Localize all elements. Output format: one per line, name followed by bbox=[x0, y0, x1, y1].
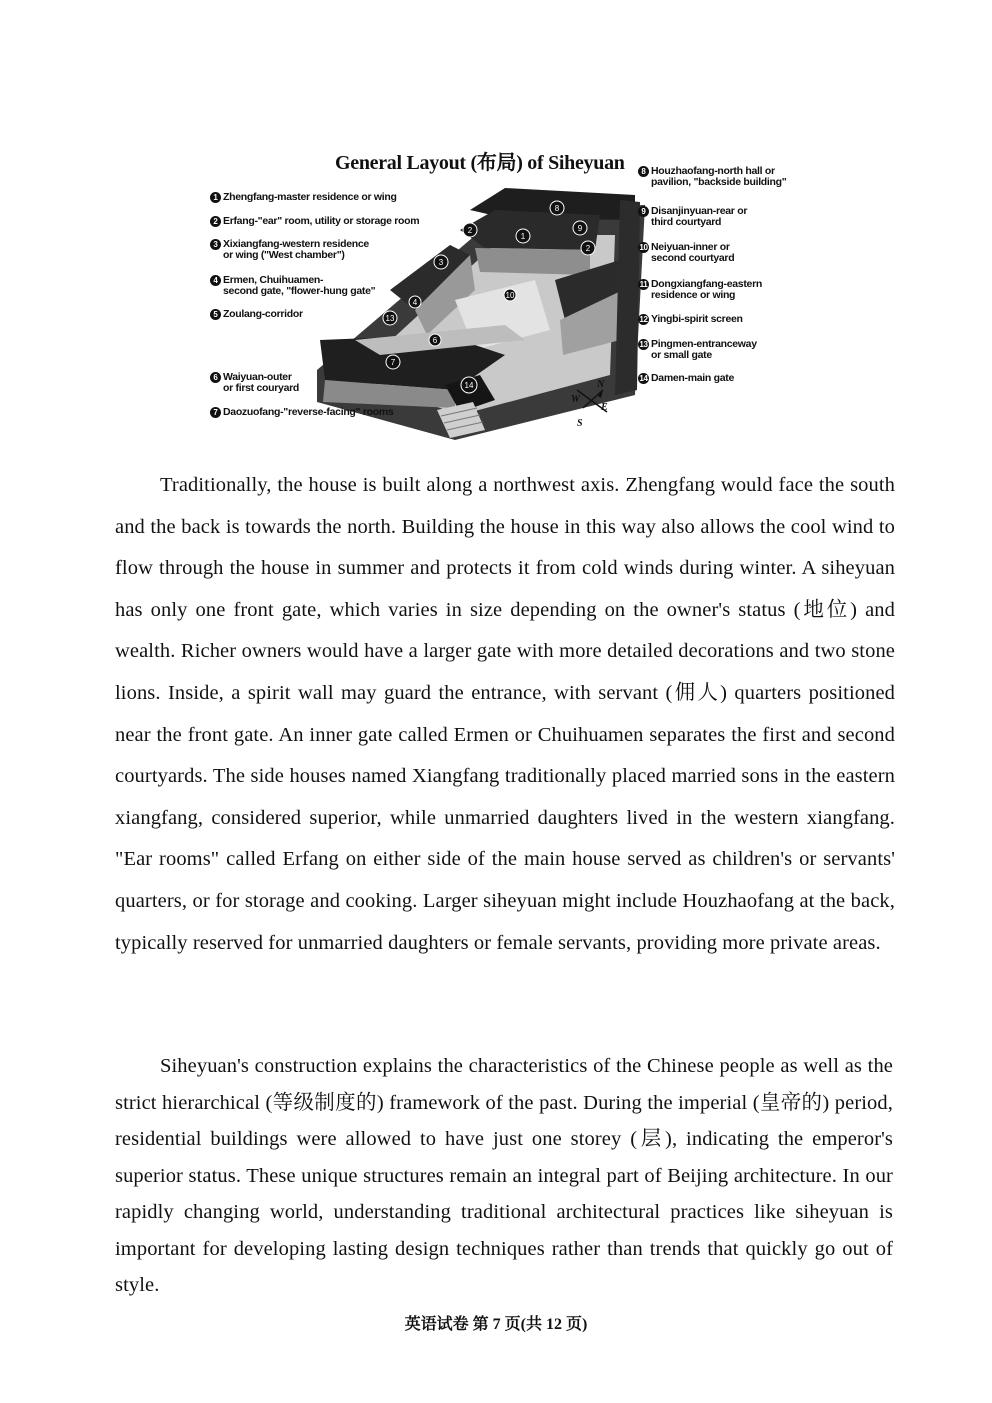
legend-number: 13 bbox=[639, 340, 648, 349]
legend-text: Ermen, Chuihuamen- second gate, "flower-hung gate" bbox=[223, 274, 376, 297]
legend-number: 5 bbox=[210, 309, 221, 320]
legend-item bbox=[638, 279, 762, 301]
svg-text:4: 4 bbox=[412, 298, 418, 307]
legend-item bbox=[210, 192, 397, 203]
legend-text: Damen-main gate bbox=[651, 372, 735, 384]
legend-text: Zhengfang-master residence or wing bbox=[223, 191, 397, 203]
legend-item bbox=[638, 339, 757, 361]
legend-text: Disanjinyuan-rear or third courtyard bbox=[651, 205, 748, 228]
legend-item bbox=[638, 206, 747, 228]
svg-text:1: 1 bbox=[520, 232, 526, 241]
legend-number: 8 bbox=[638, 166, 649, 177]
legend-item bbox=[210, 372, 299, 394]
svg-text:10: 10 bbox=[505, 291, 515, 300]
legend-number: 3 bbox=[210, 239, 221, 250]
legend-number: 12 bbox=[639, 315, 648, 324]
legend-number: 14 bbox=[639, 374, 648, 383]
legend-item bbox=[638, 373, 734, 384]
legend-item bbox=[210, 239, 369, 261]
legend-text: Yingbi-spirit screen bbox=[651, 313, 743, 325]
legend-number: 10 bbox=[639, 243, 648, 252]
figure-title: General Layout (布局) of Siheyuan bbox=[335, 152, 625, 174]
legend-number: 1 bbox=[210, 192, 221, 203]
svg-text:8: 8 bbox=[554, 204, 560, 213]
legend-text: Xixiangfang-western residence or wing ("West chamber") bbox=[223, 238, 369, 261]
legend-text: Daozuofang-"reverse-facing" rooms bbox=[223, 406, 394, 418]
legend-text: Zoulang-corridor bbox=[223, 308, 303, 320]
legend-item bbox=[638, 166, 786, 188]
svg-text:13: 13 bbox=[385, 314, 395, 323]
legend-item bbox=[210, 407, 393, 418]
legend-item bbox=[638, 314, 743, 325]
svg-text:3: 3 bbox=[438, 258, 444, 267]
legend-item bbox=[210, 275, 375, 297]
svg-text:14: 14 bbox=[464, 381, 474, 390]
svg-text:2: 2 bbox=[467, 226, 473, 235]
legend-item bbox=[638, 242, 734, 264]
compass-w: W bbox=[571, 394, 580, 405]
legend-text: Erfang-"ear" room, utility or storage room bbox=[223, 215, 420, 227]
legend-number: 2 bbox=[210, 216, 221, 227]
legend-number: 6 bbox=[210, 372, 221, 383]
compass-e: E bbox=[601, 402, 608, 413]
paragraph-1: Traditionally, the house is built along a northwest axis. Zhengfang would face the south and the back is towards the north. Building the house in this way also allows the cool wind to flow through the house in summer and protects it from cold winds during winter. A siheyuan has only one front gate, which varies in size depending on the owner's status (地位) and wealth. Richer owners would have a larger gate with more detailed decorations and two stone lions. Inside, a spirit wall may guard the entrance, with servant (佣人) quarters positioned near the front gate. An inner gate called Ermen or Chuihuamen separates the first and second courtyards. The side houses named Xiangfang traditionally placed married sons in the eastern xiangfang, considered superior, while unmarried daughters lived in the western xiangfang. "Ear rooms" called Erfang on either side of the main house served as children's or servants' quarters, or for storage and cooking. Larger siheyuan might include Houzhaofang at the back, typically reserved for unmarried daughters or female servants, providing more private areas. bbox=[115, 474, 895, 954]
svg-text:6: 6 bbox=[432, 336, 438, 345]
paragraph-2: Siheyuan's construction explains the characteristics of the Chinese people as well as the strict hierarchical (等级制度的) framework of the past. During the imperial (皇帝的) period, residential buildings were allowed to have just one storey (层), indicating the emperor's superior status. These unique structures remain an integral part of Beijing architecture. In our rapidly changing world, understanding traditional architectural practices like siheyuan is important for developing lasting design techniques rather than trends that quickly go out of style. bbox=[115, 1055, 893, 1296]
compass-s: S bbox=[577, 418, 583, 429]
siheyuan-layout-figure bbox=[205, 140, 805, 440]
page-footer: 英语试卷 第 7 页(共 12 页) bbox=[404, 1316, 588, 1333]
svg-text:9: 9 bbox=[577, 224, 583, 233]
legend-text: Houzhaofang-north hall or pavilion, "backside building" bbox=[651, 165, 787, 188]
svg-text:7: 7 bbox=[390, 358, 396, 367]
legend-number: 11 bbox=[639, 280, 648, 289]
legend-text: Pingmen-entranceway or small gate bbox=[651, 338, 757, 361]
legend-number: 4 bbox=[210, 275, 221, 286]
legend-text: Dongxiangfang-eastern residence or wing bbox=[651, 278, 762, 301]
legend-text: Waiyuan-outer or first couryard bbox=[223, 371, 300, 394]
legend-item bbox=[210, 216, 419, 227]
svg-text:2: 2 bbox=[585, 244, 591, 253]
legend-text: Neiyuan-inner or second courtyard bbox=[651, 241, 735, 264]
legend-item bbox=[210, 309, 303, 320]
legend-number: 7 bbox=[210, 407, 221, 418]
legend-number: 9 bbox=[638, 206, 649, 217]
compass-n: N bbox=[597, 379, 605, 390]
